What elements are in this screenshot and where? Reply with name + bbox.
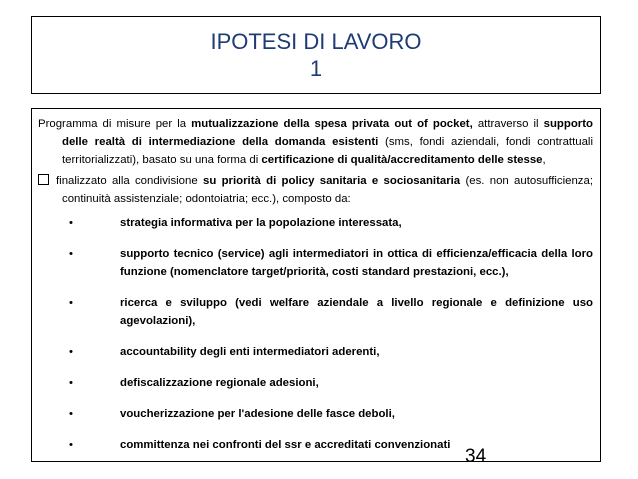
list-item-text: voucherizzazione per l'adesione delle fasce deboli,	[120, 408, 395, 420]
list-item-text: ricerca e sviluppo (vedi welfare aziendale a livello regionale e definizione uso agevolazioni),	[120, 297, 593, 327]
list-item-text: defiscalizzazione regionale adesioni,	[120, 377, 319, 389]
check-bold-1: su priorità di policy sanitaria e sociosanitaria	[202, 175, 461, 187]
list-item	[38, 374, 593, 392]
list-item-text: committenza nei confronti del ssr e accreditati convenzionati	[120, 439, 451, 451]
bullet-icon: •	[69, 377, 73, 389]
intro-bold-1: mutualizzazione della spesa privata out of pocket,	[191, 118, 473, 130]
bullet-list	[38, 214, 593, 454]
bullet-icon: •	[69, 346, 73, 358]
intro-text-2: attraverso il	[472, 118, 544, 130]
bullet-icon: •	[69, 297, 73, 309]
slide-title-box	[31, 16, 601, 94]
list-item-text: supporto tecnico (service) agli intermediatori in ottica di efficienza/efficacia della loro funzione (nomenclatore target/priorità, costi standard prestazioni, ecc.),	[120, 248, 593, 278]
intro-text-1: Programma di misure per la	[38, 118, 192, 130]
check-text-2: (es. non autosufficienza; continuità assistenziale; odontoiatria; ecc.), composto da:	[62, 175, 593, 205]
list-item	[38, 294, 593, 330]
list-item	[38, 245, 593, 281]
page-number: 34	[465, 446, 487, 467]
bullet-icon: •	[69, 439, 73, 451]
intro-bold-2: supporto delle realtà di intermediazione della domanda esistenti	[62, 118, 593, 148]
checkbox-icon	[38, 174, 49, 185]
intro-bold-3: certificazione di qualità/accreditamento delle stesse	[261, 154, 543, 166]
slide-title: IPOTESI DI LAVORO	[210, 29, 422, 54]
bullet-icon: •	[69, 248, 73, 260]
list-item	[38, 436, 593, 454]
check-paragraph	[38, 172, 593, 208]
list-item	[38, 405, 593, 423]
list-item-text: strategia informativa per la popolazione interessata,	[120, 217, 402, 229]
list-item	[38, 214, 593, 232]
list-item-text: accountability degli enti intermediatori aderenti,	[120, 346, 380, 358]
slide-title-number: 1	[309, 56, 323, 81]
check-text-1: finalizzato alla condivisione	[56, 175, 203, 187]
intro-paragraph	[38, 115, 593, 169]
bullet-icon: •	[69, 408, 73, 420]
bullet-icon: •	[69, 217, 73, 229]
list-item	[38, 343, 593, 361]
intro-text-4: ,	[542, 154, 546, 166]
intro-text-3: (sms, fondi aziendali, fondi contrattuali territorializzati), basato su una forma di	[62, 136, 593, 166]
content-box	[31, 108, 601, 462]
